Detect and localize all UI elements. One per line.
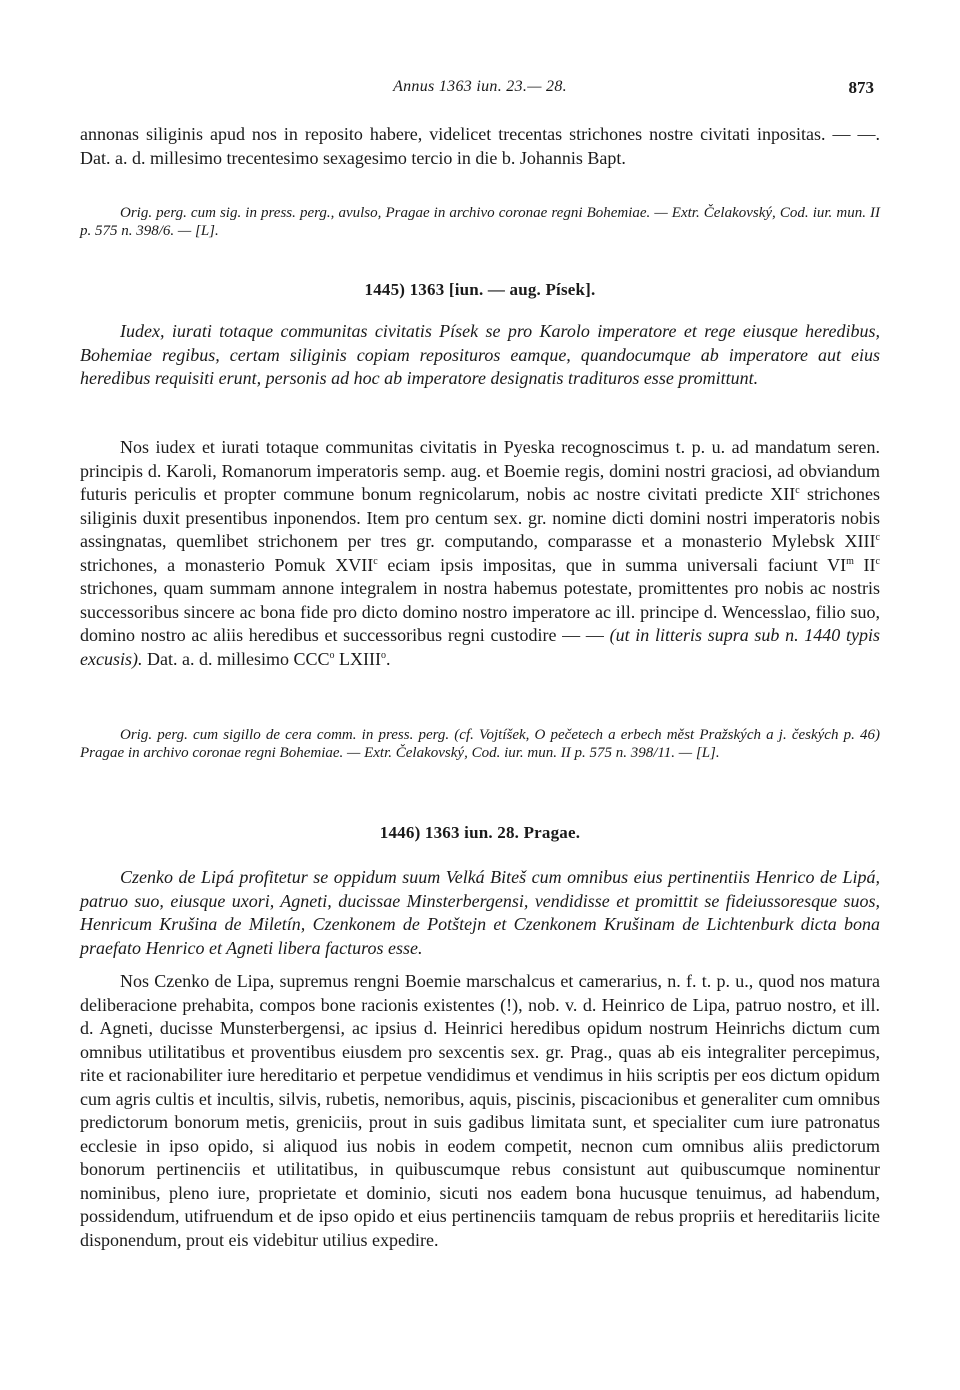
superscript: o (329, 649, 335, 661)
superscript: c (875, 532, 880, 543)
entry-1446-text: Nos Czenko de Lipa, supremus rengni Boemie marschalcus et camerarius, n. f. t. p. u., quod nos matura deliberacione prehabita, compos bone racionis existentes (!), nob. v. d. Heinrico de Lipa, patruo nostro, et ill. d. Agneti, ducisse Munsterbergensi, ac ipsius d. Heinrici heredibus opidum nostrum Heinrichs dictum cum omnibus utilitatibus et proventibus eiusdem pro sexcentis sex. gr. Prag., quas ab eis integraliter percepimus, rite et racionabiliter iure hereditario et perpetue vendidimus et vendimus in hiis scriptis per eos dictum opidum cum agris cultis et incultis, silvis, rubetis, nemoribus, aquis, piscinis, piscacionibus et generaliter cum omnibus predictorum bonorum metis, greniciis, prout in suis gadibus limitata sunt, et specialiter cum iure patronatus ecclesie in ipso opido, si aliquod ius nobis in eodem competit, necnon cum omnibus aliis predictorum bonorum pertinenciis et utilitatibus, in quibuscumque rebus consistunt aut quibuscumque nominentur nominibus, pleno iure, proprietate et dominio, sicuti nos eadem bona hucusque tenuimus, ad habendum, possidendum, utifruendum et de ipso opido et eius pertinenciis tamquam de rebus propriis et hereditariis licite disponendum, prout eis videbitur utilius expedire. (80, 971, 880, 1250)
continuation-paragraph: annonas siliginis apud nos in reposito habere, videlicet trecentas strichones nostre civitati inpositas. — —. Dat. a. d. millesimo trecentesimo sexagesimo tercio in die b. Johannis Bapt. (80, 124, 880, 168)
superscript: c (373, 555, 378, 567)
text-segment: LXIII (334, 648, 381, 669)
italic-reference: (ut in litteris supra sub n. 1440 typis excusis). (80, 625, 880, 669)
entry-1445-source-note: Orig. perg. cum sigillo de cera comm. in press. perg. (cf. Vojtíšek, O pečetech a erbech měst Pražských a j. českých p. 46) Pragae in archivo coronae regni Bohemiae. — Extr. Čelakovský, Cod. iur. mun. II p. 575 n. 398/11. — [L]. (80, 727, 880, 761)
page-number: 873 (848, 78, 874, 97)
text-segment: eciam ipsis impositas, que in summa universali faciunt VI (377, 554, 847, 575)
text-segment: strichones, a monasterio Pomuk XVII (80, 554, 374, 575)
superscript: o (380, 649, 386, 661)
text-segment: Dat. a. d. millesimo CCC (142, 648, 330, 669)
entry-1445-text (80, 436, 880, 671)
superscript: m (846, 555, 854, 567)
superscript: c (875, 555, 880, 567)
entry-1445-summary: Iudex, iurati totaque communitas civitatis Písek se pro Karolo imperatore et rege eiusque heredibus, Bohemiae regibus, certam siliginis copiam reposituros eamque, quandocumque ab imperatore aut eius heredibus requisiti erunt, personis ad hoc ab imperatore designatis tradituros esse promittunt. (80, 321, 880, 388)
continuation-source-note: Orig. perg. cum sig. in press. perg., avulso, Pragae in archivo coronae regni Bohemiae. — Extr. Čelakovský, Cod. iur. mun. II p. 575 n. 398/6. — [L]. (80, 205, 880, 239)
entry-1445-heading: 1445) 1363 [iun. — aug. Písek]. (364, 280, 596, 299)
text-segment: Nos iudex et iurati totaque communitas civitatis in Pyeska recognoscimus t. p. u. ad mandatum seren. principis d. Karoli, Romanorum imperatoris semp. aug. et Boemie regis, domini nostri graciosi, ad obviandum futuris periculis et propter commune bonum regnicolarum, nobis ac nostre civitati predicte XII (80, 437, 880, 504)
running-title: Annus 1363 iun. 23.— 28. (393, 78, 567, 95)
running-header (80, 78, 880, 102)
entry-1446-summary: Czenko de Lipá profitetur se oppidum suum Velká Biteš cum omnibus eius pertinentiis Henrico de Lipá, patruo suo, eiusque uxori, Agneti, ducissae Minsterbergensi, vendidisse et promittit se fideiussoresque suos, Henricum Krušina de Miletín, Czenkonem de Potštejn et Czenkonem Krušinam de Lichtenburk dicta bona praefato Henrico et Agneti libera facturos esse. (80, 867, 880, 958)
entry-1446-heading: 1446) 1363 iun. 28. Pragae. (379, 823, 581, 842)
superscript: c (795, 485, 800, 496)
text-segment: strichones siliginis duxit presentibus inponendos. Item pro centum sex. gr. nomine dicti domini nostri imperatoris nobis assingnatas, quemlibet strichonem per tres gr. computando, comparasse et a monasterio Mylebsk XIII (80, 484, 880, 551)
text-segment: . (385, 648, 391, 669)
text-segment: II (853, 554, 876, 575)
text-segment: strichones, quam summam annone integralem in nostra habemus potestate, promittentes pro nobis ac nostris successoribus sincere ac bona fide pro dicto domino nostro imperatore ac ill. principe d. Wencesslao, filio suo, domino nostro ac aliis heredibus et successoribus regni custodire — — (80, 578, 880, 645)
